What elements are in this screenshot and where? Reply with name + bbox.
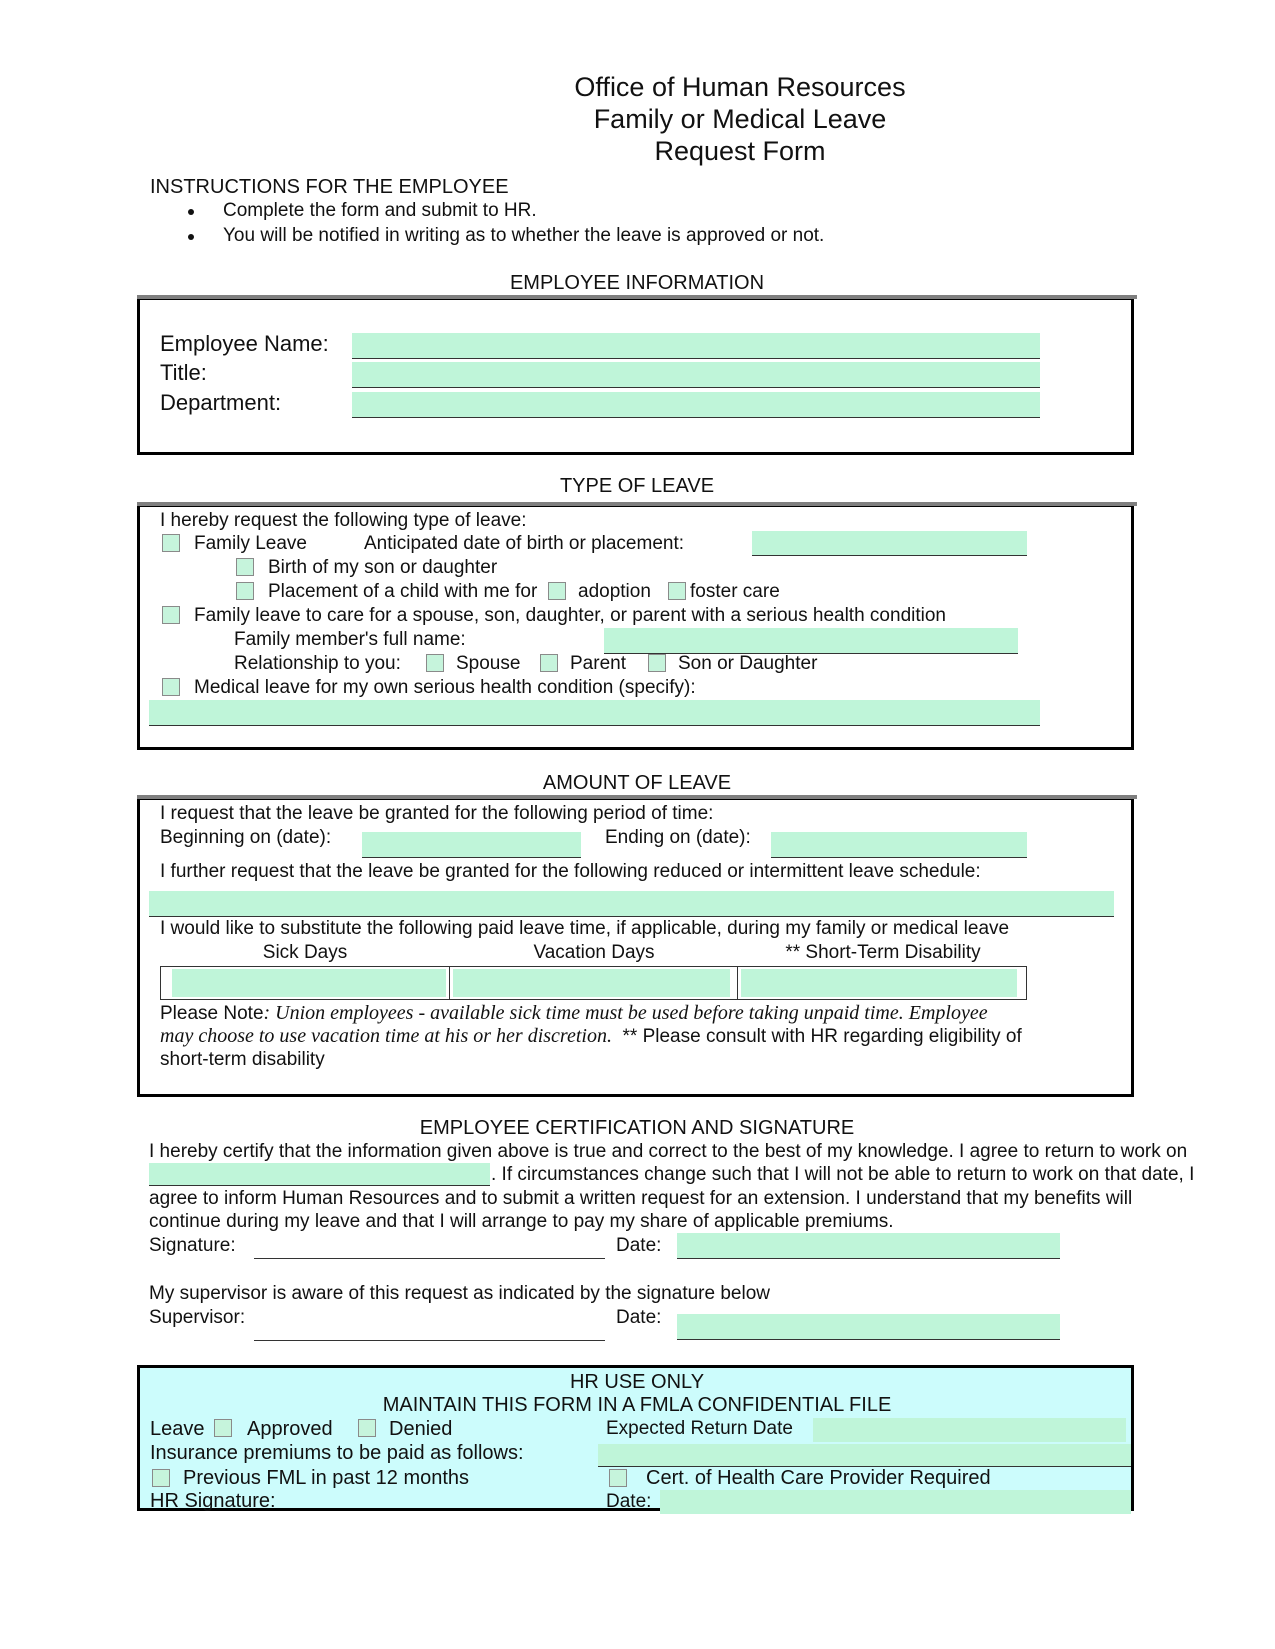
medical-condition-field[interactable] <box>149 700 1040 726</box>
note-italic-2: may choose to use vacation time at his or her discretion. <box>160 1025 612 1047</box>
hr-date-label: Date: <box>606 1491 652 1512</box>
expected-return-label: Expected Return Date <box>606 1418 793 1439</box>
approved-label: Approved <box>247 1418 333 1440</box>
table-divider <box>449 966 450 1000</box>
family-leave-checkbox[interactable] <box>162 534 180 552</box>
signature-label: Signature: <box>149 1235 236 1256</box>
title-label: Title: <box>160 360 207 385</box>
instruction-item: Complete the form and submit to HR. <box>223 200 537 221</box>
col-vacation-days: Vacation Days <box>533 942 655 963</box>
supervisor-signature-line[interactable] <box>254 1340 605 1341</box>
hr-signature-label: HR Signature: <box>150 1490 276 1512</box>
vacation-days-field[interactable] <box>453 969 730 997</box>
employee-info-heading: EMPLOYEE INFORMATION <box>509 272 765 294</box>
note-consult: ** Please consult with HR regarding eligibility of <box>622 1026 1022 1047</box>
placement-label: Placement of a child with me for <box>268 581 538 602</box>
parent-checkbox[interactable] <box>540 654 558 672</box>
ending-label: Ending on (date): <box>605 827 751 848</box>
previous-fml-checkbox[interactable] <box>152 1469 170 1487</box>
reduced-label: I further request that the leave be granted for the following reduced or intermittent leave schedule: <box>160 861 981 882</box>
foster-care-checkbox[interactable] <box>668 582 686 600</box>
title-field[interactable] <box>352 362 1040 388</box>
amount-intro: I request that the leave be granted for the following period of time: <box>160 803 714 824</box>
department-field[interactable] <box>352 392 1040 418</box>
department-label: Department: <box>160 390 282 415</box>
anticipated-date-field[interactable] <box>752 531 1027 556</box>
hr-confidential: MAINTAIN THIS FORM IN A FMLA CONFIDENTIAL FILE <box>382 1394 892 1416</box>
member-name-label: Family member's full name: <box>234 629 466 650</box>
header-line-2: Family or Medical Leave <box>593 104 887 134</box>
supervisor-date-label: Date: <box>616 1307 662 1328</box>
col-sick-days: Sick Days <box>262 942 348 963</box>
cert-line-1: I hereby certify that the information given above is true and correct to the best of my knowledge. I agree to return to work on <box>149 1141 1188 1162</box>
insurance-label: Insurance premiums to be paid as follows: <box>150 1442 524 1464</box>
note-line-1 <box>160 1002 988 1025</box>
section-rule <box>137 795 1137 799</box>
instruction-item: You will be notified in writing as to whether the leave is approved or not. <box>223 225 825 246</box>
adoption-label: adoption <box>578 581 651 602</box>
previous-fml-label: Previous FML in past 12 months <box>183 1467 470 1489</box>
supervisor-aware-text: My supervisor is aware of this request as indicated by the signature below <box>149 1283 770 1304</box>
denied-checkbox[interactable] <box>358 1419 376 1437</box>
sick-days-field[interactable] <box>172 969 446 997</box>
ending-date-field[interactable] <box>771 832 1027 858</box>
family-leave-label: Family Leave <box>194 533 307 554</box>
date-label: Date: <box>616 1235 662 1256</box>
header-line-1: Office of Human Resources <box>574 72 906 102</box>
son-daughter-label: Son or Daughter <box>678 653 818 674</box>
beginning-date-field[interactable] <box>362 832 581 858</box>
member-name-field[interactable] <box>604 628 1018 654</box>
instructions-heading: INSTRUCTIONS FOR THE EMPLOYEE <box>150 176 509 198</box>
parent-label: Parent <box>570 653 626 674</box>
spouse-checkbox[interactable] <box>426 654 444 672</box>
employee-name-label: Employee Name: <box>160 331 329 356</box>
insurance-field[interactable] <box>598 1444 1131 1467</box>
supervisor-date-field[interactable] <box>677 1314 1060 1340</box>
signature-date-field[interactable] <box>677 1233 1060 1259</box>
family-care-label: Family leave to care for a spouse, son, daughter, or parent with a serious health condition <box>194 605 946 626</box>
relationship-label: Relationship to you: <box>234 653 401 674</box>
family-care-checkbox[interactable] <box>162 606 180 624</box>
note-line-3: short-term disability <box>160 1049 325 1070</box>
medical-leave-checkbox[interactable] <box>162 678 180 696</box>
spouse-label: Spouse <box>456 653 521 674</box>
short-term-disability-field[interactable] <box>741 969 1017 997</box>
col-short-term-disability: ** Short-Term Disability <box>785 942 981 963</box>
employee-name-field[interactable] <box>352 333 1040 359</box>
birth-checkbox[interactable] <box>236 558 254 576</box>
denied-label: Denied <box>389 1418 453 1440</box>
anticipated-date-label: Anticipated date of birth or placement: <box>364 533 685 554</box>
return-date-field[interactable] <box>149 1163 490 1186</box>
section-rule <box>137 295 1137 299</box>
cert-required-checkbox[interactable] <box>609 1469 627 1487</box>
son-daughter-checkbox[interactable] <box>648 654 666 672</box>
adoption-checkbox[interactable] <box>548 582 566 600</box>
note-italic-1: : Union employees - available sick time must be used before taking unpaid time. Employee <box>263 1002 988 1024</box>
substitute-label: I would like to substitute the following paid leave time, if applicable, during my family or medical leave <box>160 918 1010 939</box>
bullet-icon <box>188 209 194 215</box>
cert-required-label: Cert. of Health Care Provider Required <box>646 1467 991 1489</box>
hr-date-field[interactable] <box>660 1490 1131 1514</box>
cert-line-2: . If circumstances change such that I will not be able to return to work on that date, I <box>491 1164 1195 1185</box>
supervisor-label: Supervisor: <box>149 1307 246 1328</box>
medical-leave-label: Medical leave for my own serious health condition (specify): <box>194 677 696 698</box>
note-label: Please Note <box>160 1003 264 1024</box>
bullet-icon <box>188 234 194 240</box>
hr-use-only: HR USE ONLY <box>569 1371 705 1393</box>
certification-heading: EMPLOYEE CERTIFICATION AND SIGNATURE <box>419 1117 855 1139</box>
type-of-leave-heading: TYPE OF LEAVE <box>559 475 715 497</box>
type-intro: I hereby request the following type of leave: <box>160 510 527 531</box>
section-rule <box>137 502 1137 506</box>
hr-leave-label: Leave <box>150 1418 205 1440</box>
foster-care-label: foster care <box>690 581 780 602</box>
cert-line-3: agree to inform Human Resources and to submit a written request for an extension. I understand that my benefits will <box>149 1188 1133 1209</box>
reduced-schedule-field[interactable] <box>149 891 1114 917</box>
placement-checkbox[interactable] <box>236 582 254 600</box>
signature-line[interactable] <box>254 1258 605 1259</box>
note-line-2 <box>160 1025 1022 1048</box>
cert-line-4: continue during my leave and that I will arrange to pay my share of applicable premiums. <box>149 1211 894 1232</box>
amount-of-leave-heading: AMOUNT OF LEAVE <box>542 772 732 794</box>
header-line-3: Request Form <box>654 136 826 166</box>
birth-label: Birth of my son or daughter <box>268 557 498 578</box>
table-divider <box>737 966 738 1000</box>
expected-return-field[interactable] <box>813 1418 1126 1442</box>
approved-checkbox[interactable] <box>214 1419 232 1437</box>
beginning-label: Beginning on (date): <box>160 827 332 848</box>
